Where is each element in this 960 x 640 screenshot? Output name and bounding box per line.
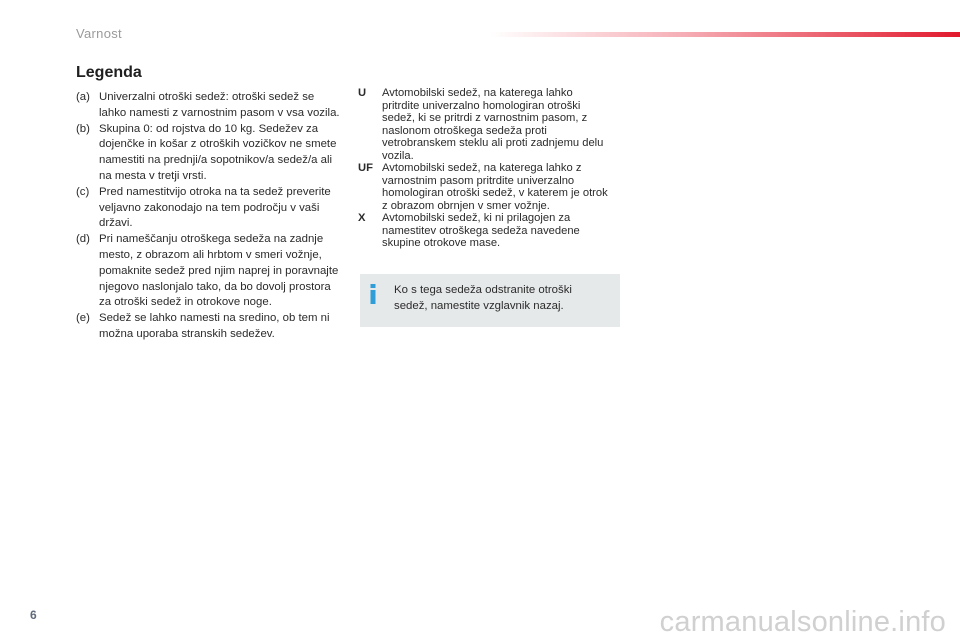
seat-code-list	[358, 87, 608, 250]
seat-code-item	[358, 162, 608, 212]
legend-item-key: (a)	[76, 91, 90, 103]
info-note-text: Ko s tega sedeža odstranite otroški sedež, namestite vzglavnik nazaj.	[394, 284, 572, 312]
page-header-title: Varnost	[76, 26, 122, 41]
watermark: carmanualsonline.info	[659, 606, 946, 638]
legend-item	[76, 232, 344, 311]
info-icon	[368, 284, 378, 304]
seat-code-item	[358, 212, 608, 250]
legend-item	[76, 90, 344, 122]
legend-item	[76, 311, 344, 343]
legend-item-text: Pri nameščanju otroškega sedeža na zadnje mesto, z obrazom ali hrbtom v smeri vožnje, pomaknite sedež pred njim naprej in poravnajte njegovo naslonjalo tako, da bo dovolj prostora za otroški sedež in otrokove noge.	[99, 233, 339, 309]
legend-item-key: (e)	[76, 312, 90, 325]
legend-item-key: (c)	[76, 185, 90, 198]
legend-item-key: (b)	[76, 122, 90, 135]
page-number: 6	[30, 608, 37, 622]
legend-item	[76, 122, 344, 185]
info-note-box	[360, 274, 620, 327]
header-accent-bar	[490, 32, 960, 37]
seat-code-key: X	[358, 212, 366, 224]
section-title: Legenda	[76, 64, 142, 81]
legend-item-text: Pred namestitvijo otroka na ta sedež preverite veljavno zakonodajo na tem področju v vaši državi.	[99, 185, 331, 230]
seat-code-key: U	[358, 87, 367, 99]
legend-item-text: Skupina 0: od rojstva do 10 kg. Sedežev za dojenčke in košar z otroških vozičkov ne smete namestiti na prednji/a sopotnikov/a sedež/a ali na mesta v tretji vrsti.	[99, 122, 337, 182]
seat-code-item	[358, 87, 608, 162]
legend-item-text: Univerzalni otroški sedež: otroški sedež se lahko namesti z varnostnim pasom v vsa vozila.	[99, 91, 340, 119]
seat-code-text: Avtomobilski sedež, ki ni prilagojen za namestitev otroškega sedeža navedene skupine otrokove mase.	[382, 212, 580, 249]
seat-code-text: Avtomobilski sedež, na katerega lahko z varnostnim pasom pritrdite univerzalno homologiran otroški sedež, v katerem je otrok z obrazom obrnjen v smer vožnje.	[382, 162, 608, 212]
legend-list	[76, 90, 344, 343]
legend-item	[76, 185, 344, 232]
seat-code-text: Avtomobilski sedež, na katerega lahko pritrdite univerzalno homologiran otroški sedež, ki se pritrdi z varnostnim pasom, z naslonom otroškega sedeža proti vetrobranskem steklu ali proti zadnjemu delu vozila.	[382, 87, 604, 162]
seat-code-key: UF	[358, 162, 373, 174]
legend-item-text: Sedež se lahko namesti na sredino, ob tem ni možna uporaba stranskih sedežev.	[99, 312, 330, 340]
legend-item-key: (d)	[76, 233, 90, 246]
